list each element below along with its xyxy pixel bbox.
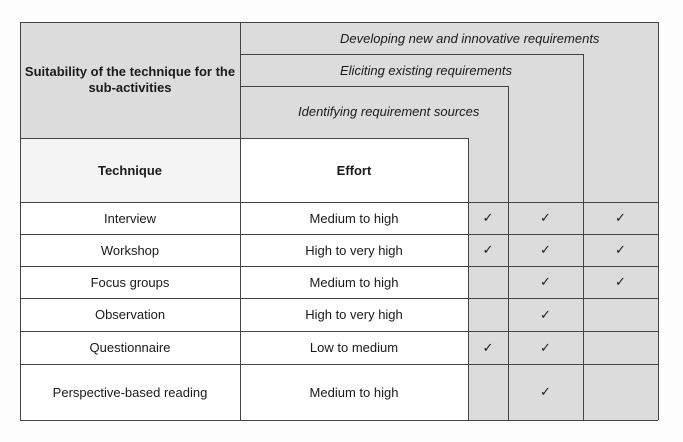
- row-1-innovative-check: ✓: [615, 242, 626, 257]
- row-5-sources-check: [468, 364, 508, 420]
- row-4-technique: Questionnaire: [89, 340, 171, 355]
- row-0-innovative-check: ✓: [615, 210, 626, 225]
- row-4-effort: Low to medium: [309, 340, 399, 355]
- technique-header: Technique: [97, 162, 163, 178]
- row-0-sources-check: ✓: [482, 210, 494, 225]
- activity-label-sources: Identifying requirement sources: [298, 104, 480, 119]
- corner-title: Suitability of the technique for the sub-activities: [24, 64, 236, 95]
- row-1-technique: Workshop: [100, 242, 160, 258]
- row-5-technique: Perspective-based reading: [52, 384, 208, 400]
- border-right: [658, 22, 659, 420]
- row-1-effort: High to very high: [305, 242, 403, 258]
- row-0-technique: Interview: [103, 210, 157, 226]
- row-2-technique: Focus groups: [90, 274, 170, 290]
- row-2-innovative-check: ✓: [615, 274, 626, 289]
- row-4-innovative-check: [583, 331, 658, 364]
- row-3-innovative-check: [583, 298, 658, 331]
- row-5-innovative-check: [583, 364, 658, 420]
- row-2-sources-check: [468, 266, 508, 298]
- row-4-existing-check: ✓: [540, 339, 551, 355]
- row-2-existing-check: ✓: [540, 274, 551, 289]
- row-1-existing-check: ✓: [540, 242, 551, 257]
- row-3-technique: Observation: [94, 307, 166, 322]
- effort-header: Effort: [336, 162, 372, 178]
- activity-line-1: [240, 54, 583, 55]
- activity-label-existing: Eliciting existing requirements: [340, 63, 512, 78]
- border-top: [20, 22, 658, 23]
- row-3-effort: High to very high: [305, 307, 403, 322]
- activity-line-2: [240, 86, 508, 87]
- row-5-effort: Medium to high: [309, 384, 399, 400]
- row-2-effort: Medium to high: [309, 274, 399, 290]
- row-1-sources-check: ✓: [482, 242, 494, 257]
- row-3-existing-check: ✓: [540, 306, 551, 322]
- row-4-sources-check: ✓: [482, 339, 494, 355]
- row-0-effort: Medium to high: [309, 210, 399, 226]
- row-3-sources-check: [468, 298, 508, 331]
- row-0-existing-check: ✓: [540, 210, 551, 225]
- border-bottom: [20, 420, 658, 421]
- row-5-existing-check: ✓: [540, 384, 551, 399]
- activity-label-innovative: Developing new and innovative requirements: [340, 31, 600, 46]
